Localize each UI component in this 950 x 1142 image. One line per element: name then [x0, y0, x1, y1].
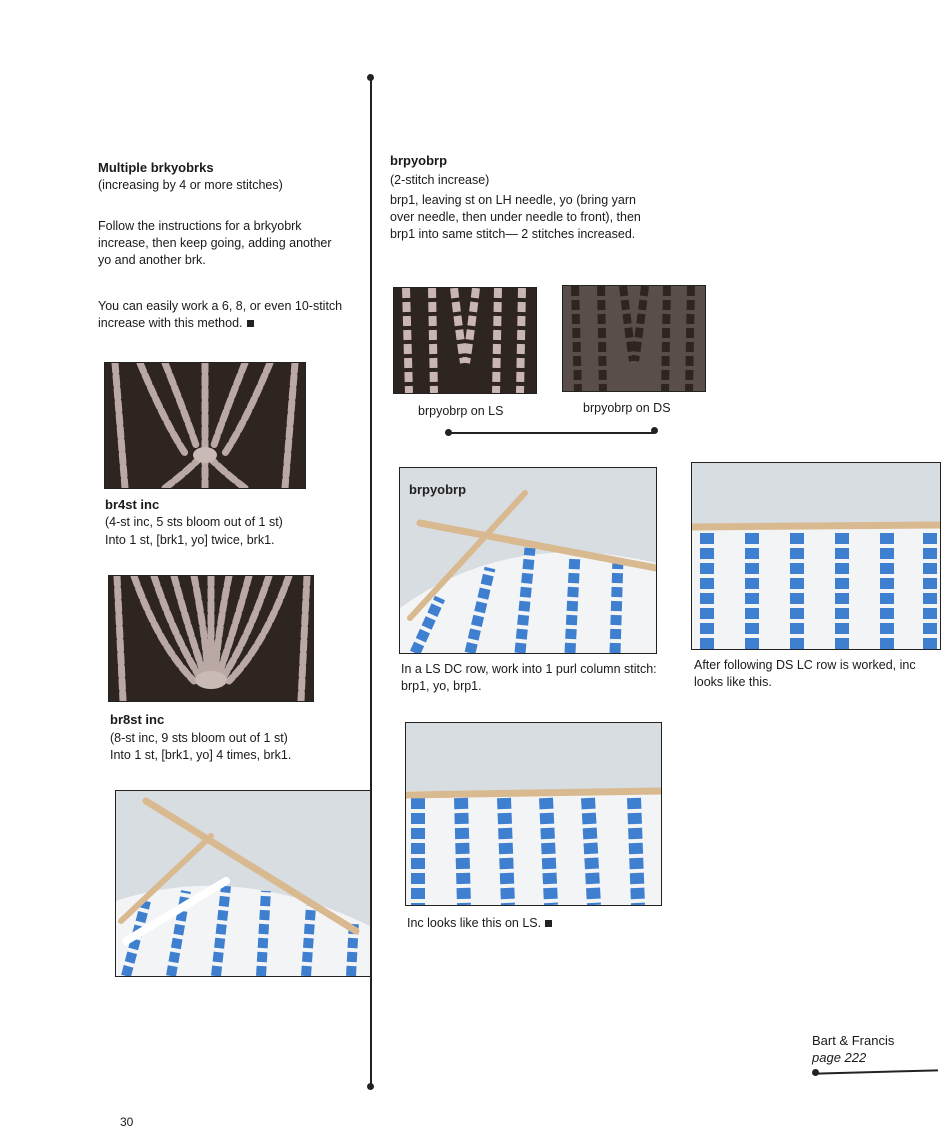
swatch-brpyobrp-ds — [562, 285, 706, 392]
divider-dot-top — [367, 74, 374, 81]
credit-page: page 222 — [812, 1050, 867, 1065]
instruction-paragraph: Follow the instructions for a brkyobrk increase, then keep going, adding another yo and another brk. — [98, 219, 332, 267]
tip-text: You can easily work a 6, 8, or even 10-stitch increase with this method. — [98, 299, 343, 330]
fig-title-br8st-inc: br8st inc — [110, 712, 165, 727]
end-of-section-marker — [545, 920, 552, 927]
brpyobrp-instructions: brp1, leaving st on LH needle, yo (bring yarn over needle, then under needle to front), then brp1 into same stitch— 2 stitches increased. — [390, 193, 641, 241]
photo-label-brpyobrp: brpyobrp — [409, 482, 467, 497]
section-subtitle-multiple-brkyobrks: (increasing by 4 or more stitches) — [98, 178, 283, 192]
section-subtitle-brpyobrp: (2-stitch increase) — [390, 173, 490, 187]
swatch-br8st-inc — [108, 575, 314, 702]
tip-paragraph — [98, 298, 353, 332]
photo-brpyobrp-ls-dc-row — [399, 467, 657, 654]
fig-title-br4st-inc: br4st inc — [105, 497, 160, 512]
credit-rule — [816, 1069, 938, 1074]
page-number: 30 — [120, 1115, 134, 1129]
fig-line2-br4st-inc: Into 1 st, [brk1, yo] twice, brk1. — [105, 533, 275, 547]
caption-photo-ls-dc-row: In a LS DC row, work into 1 purl column stitch: brp1, yo, brp1. — [401, 662, 657, 693]
credit-name: Bart & Francis — [812, 1033, 895, 1048]
caption-inc-on-ls-text: Inc looks like this on LS. — [407, 916, 542, 930]
swatch-brpyobrp-ls — [393, 287, 537, 394]
caption-rule — [448, 432, 654, 434]
photo-inc-on-ls — [405, 722, 662, 906]
caption-photo-ds-lc-row: After following DS LC row is worked, inc looks like this. — [694, 658, 916, 689]
end-of-section-marker — [247, 320, 254, 327]
section-title-multiple-brkyobrks: Multiple brkyobrks — [98, 160, 214, 175]
fig-line1-br4st-inc: (4-st inc, 5 sts bloom out of 1 st) — [105, 515, 283, 529]
caption-rule-dot-right — [651, 427, 658, 434]
fig-line2-br8st-inc: Into 1 st, [brk1, yo] 4 times, brk1. — [110, 748, 292, 762]
caption-brpyobrp-ds: brpyobrp on DS — [583, 401, 671, 415]
credit-rule-dot — [812, 1069, 819, 1076]
divider-dot-bottom — [367, 1083, 374, 1090]
photo-needle-knitting — [115, 790, 371, 977]
column-divider — [370, 77, 372, 1087]
caption-brpyobrp-ls: brpyobrp on LS — [418, 404, 504, 418]
fig-line1-br8st-inc: (8-st inc, 9 sts bloom out of 1 st) — [110, 731, 288, 745]
photo-after-ds-lc-row — [691, 462, 941, 650]
caption-inc-on-ls — [407, 915, 552, 932]
swatch-br4st-inc — [104, 362, 306, 489]
section-title-brpyobrp: brpyobrp — [390, 153, 448, 168]
caption-rule-dot-left — [445, 429, 452, 436]
